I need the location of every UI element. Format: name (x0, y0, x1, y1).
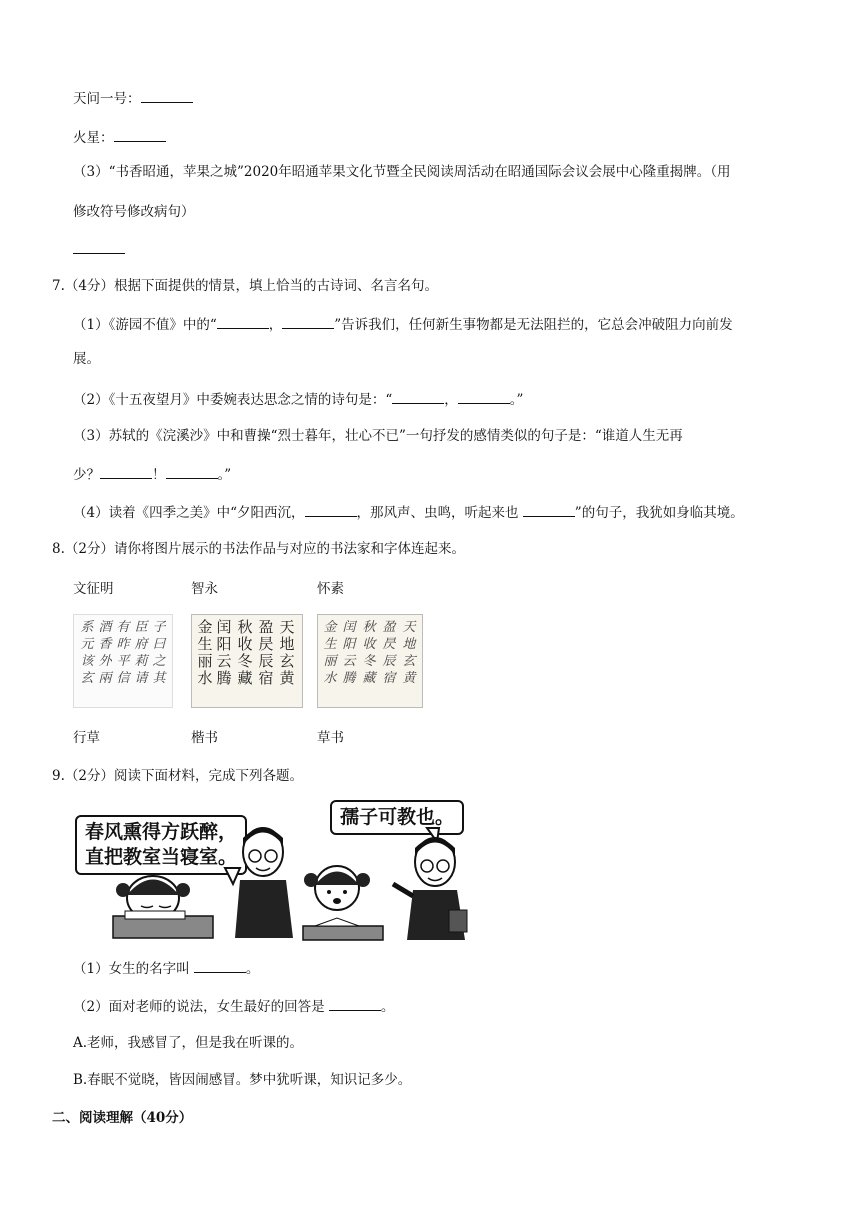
cartoon-illustration (75, 800, 475, 945)
q7-p2-blank-1[interactable] (392, 390, 444, 404)
q9-p1-blank[interactable] (194, 959, 246, 973)
q7-p2-sep: ， (444, 392, 458, 408)
q7-p3-blank-2[interactable] (166, 465, 218, 479)
artist-zhiyong[interactable]: 智永 (191, 581, 218, 597)
q9-p2-blank[interactable] (329, 997, 381, 1011)
q7-p4-text-c: ”的句子，我犹如身临其境。 (574, 505, 744, 521)
art3-col-4: 闰阳云腾 (342, 620, 356, 686)
q7-p1-blank-2[interactable] (282, 315, 334, 329)
calligraphy-artwork-3[interactable] (317, 614, 423, 708)
mars-label: 火星： (73, 130, 114, 146)
style-kaishu[interactable]: 楷书 (191, 730, 218, 746)
q7-p4-line (73, 503, 744, 522)
teacher-figure-1 (235, 828, 293, 938)
art3-col-1: 天地玄黄 (402, 620, 416, 686)
sleeping-girl-figure (113, 876, 213, 938)
art1-col-4: 酒香外兩 (98, 620, 112, 686)
q7-p3-text-b: 少？ (73, 467, 100, 483)
art2-col-4: 闰阳云腾 (216, 618, 232, 687)
art3-col-3: 秋收冬藏 (362, 620, 376, 686)
art2-col-3: 秋收冬藏 (237, 618, 253, 687)
tianwen-label: 天问一号： (73, 91, 141, 107)
q7-p3-line2 (73, 465, 231, 484)
q7-p3-sep: ！ (152, 467, 166, 483)
q7-p2-blank-2[interactable] (458, 390, 510, 404)
art1-col-2: 臣府莉请 (134, 620, 148, 686)
q9-option-a[interactable]: A.老师，我感冒了，但是我在听课的。 (73, 1035, 304, 1051)
art3-col-2: 盈昃辰宿 (382, 620, 396, 686)
style-xingcao[interactable]: 行草 (73, 730, 100, 746)
tianwen-line (73, 89, 193, 108)
artist-wen-zhengming[interactable]: 文征明 (73, 581, 114, 597)
q7-p4-blank-2[interactable] (523, 503, 575, 517)
section-2-heading: 二、阅读理解（40分） (52, 1110, 193, 1126)
q9-p2-text: （2）面对老师的说法，女生最好的回答是 (73, 999, 325, 1015)
q7-p1-line1 (73, 315, 733, 334)
q7-p1-blank-1[interactable] (217, 315, 269, 329)
q9-p1-line (73, 959, 259, 978)
q6-p3-line1: （3）“书香昭通，苹果之城”2020年昭通苹果文化节暨全民阅读周活动在昭通国际会议会展中心隆重揭牌。（用 (73, 164, 731, 180)
art2-col-2: 盈昃辰宿 (258, 618, 274, 687)
q7-p4-text-b: ，那风声、虫鸣，听起来也 (356, 505, 519, 521)
mars-blank[interactable] (114, 128, 166, 142)
speech-bubble-teacher-2: 孺子可教也。 (330, 800, 464, 835)
q9-p2-end: 。 (380, 999, 395, 1015)
q6-p3-answer-line (73, 240, 125, 259)
q7-p2-text-b: 。” (509, 392, 524, 408)
bubble1-line1: 春风熏得方跃醉， (85, 821, 238, 843)
q7-p4-text-a: （4）读着《四季之美》中“夕阳西沉， (73, 505, 305, 521)
q7-p2-text-a: （2）《十五夜望月》中委婉表达思念之情的诗句是：“ (73, 392, 393, 408)
q7-p4-blank-1[interactable] (305, 503, 357, 517)
q8-stem: 8.（2分）请你将图片展示的书法作品与对应的书法家和字体连起来。 (52, 541, 465, 557)
q9-option-b[interactable]: B.春眠不觉晓，皆因闹感冒。梦中犹听课，知识记多少。 (73, 1072, 412, 1088)
art2-col-1: 天地玄黄 (279, 618, 295, 687)
teacher-figure-2 (393, 838, 467, 940)
q9-p2-line (73, 997, 394, 1016)
q7-p1-line2: 展。 (73, 351, 100, 367)
q7-p1-sep: ， (268, 317, 283, 333)
q7-p3-text-c: 。” (217, 467, 232, 483)
q7-p3-line1: （3）苏轼的《浣溪沙》中和曹操“烈士暮年，壮心不已”一句抒发的感情类似的句子是：“谁道人生无再 (73, 428, 683, 444)
tianwen-blank[interactable] (141, 89, 193, 103)
q6-p3-line2: 修改符号修改病句） (73, 204, 195, 220)
q7-p2-line (73, 390, 523, 409)
q6-p3-blank[interactable] (73, 240, 125, 254)
q7-stem: 7.（4分）根据下面提供的情景，填上恰当的古诗词、名言名句。 (52, 278, 438, 294)
art2-col-5: 金生丽水 (197, 618, 213, 687)
style-caoshu[interactable]: 草书 (317, 730, 344, 746)
artist-huaisu[interactable]: 怀素 (317, 581, 344, 597)
art1-col-5: 系元该玄 (80, 620, 94, 686)
q7-p1-text-a: （1）《游园不值》中的“ (73, 317, 217, 333)
mars-line (73, 128, 166, 147)
reading-girl-figure (303, 866, 383, 940)
q9-stem: 9.（2分）阅读下面材料，完成下列各题。 (52, 768, 303, 784)
art1-col-3: 有昨平信 (116, 620, 130, 686)
q7-p3-blank-1[interactable] (100, 465, 152, 479)
q9-p1-end: 。 (245, 961, 260, 977)
calligraphy-artwork-2[interactable] (191, 614, 303, 708)
bubble1-line2: 直把教室当寝室。 (85, 846, 238, 868)
calligraphy-artwork-1[interactable] (73, 614, 173, 708)
q7-p1-text-b: ”告诉我们，任何新生事物都是无法阻拦的，它总会冲破阻力向前发 (334, 317, 733, 333)
art1-col-1: 子曰之其 (152, 620, 166, 686)
q9-p1-text: （1）女生的名字叫 (73, 961, 190, 977)
art3-col-5: 金生丽水 (323, 620, 337, 686)
